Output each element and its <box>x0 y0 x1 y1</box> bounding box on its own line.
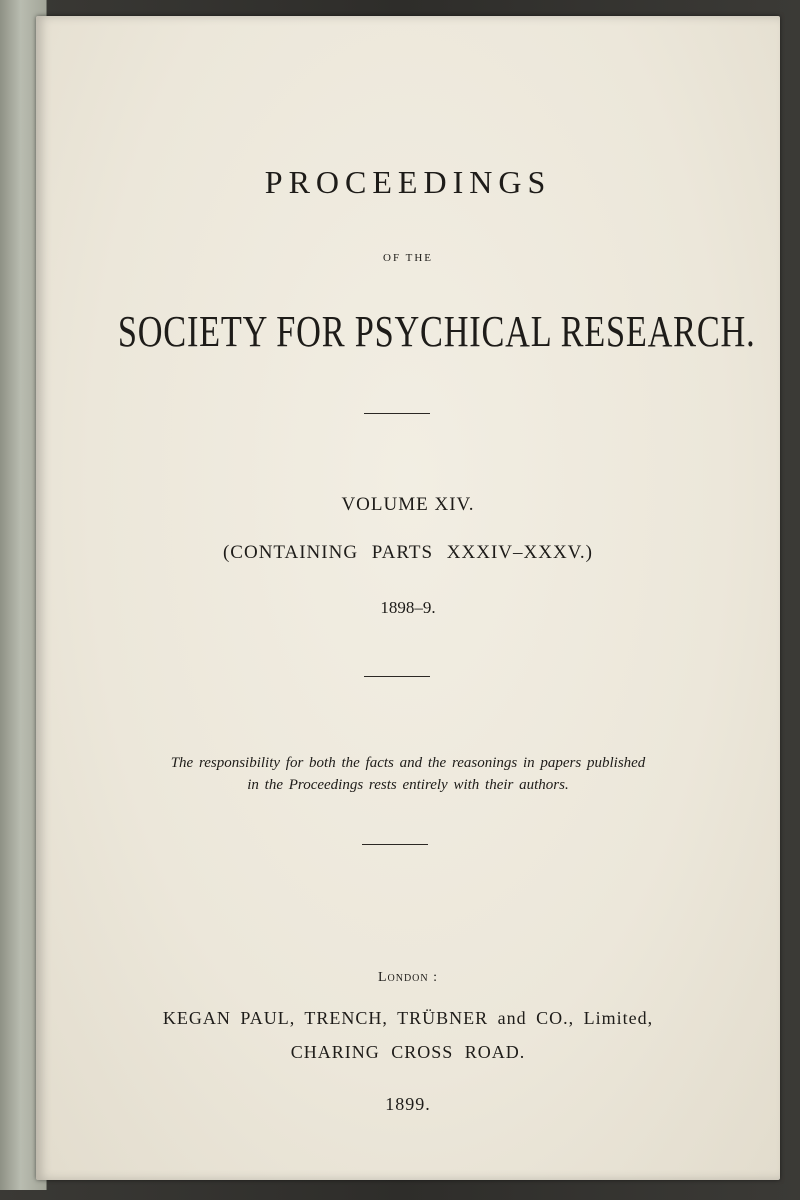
title-proceedings: PROCEEDINGS <box>264 164 552 200</box>
divider-rule <box>364 413 430 414</box>
publisher-address: CHARING CROSS ROAD. <box>290 1042 526 1062</box>
volume-years: 1898–9. <box>380 598 436 617</box>
note-line: The responsibility for both the facts and the reasonings in papers published <box>170 755 646 771</box>
responsibility-note <box>36 752 780 796</box>
volume-number: VOLUME XIV. <box>341 494 475 515</box>
note-line: in the Proceedings rests entirely with their authors. <box>247 777 569 793</box>
society-name: SOCIETY FOR PSYCHICAL RESEARCH. <box>117 307 756 356</box>
publication-place: London : <box>377 970 439 985</box>
publication-year: 1899. <box>385 1094 431 1114</box>
divider-rule <box>362 844 428 845</box>
title-page <box>36 16 780 1180</box>
divider-rule <box>364 676 430 677</box>
of-the-text: OF THE <box>383 252 433 264</box>
publisher-name: KEGAN PAUL, TRENCH, TRÜBNER and CO., Limited, <box>162 1008 654 1028</box>
containing-parts: (CONTAINING PARTS XXXIV–XXXV.) <box>222 542 594 563</box>
